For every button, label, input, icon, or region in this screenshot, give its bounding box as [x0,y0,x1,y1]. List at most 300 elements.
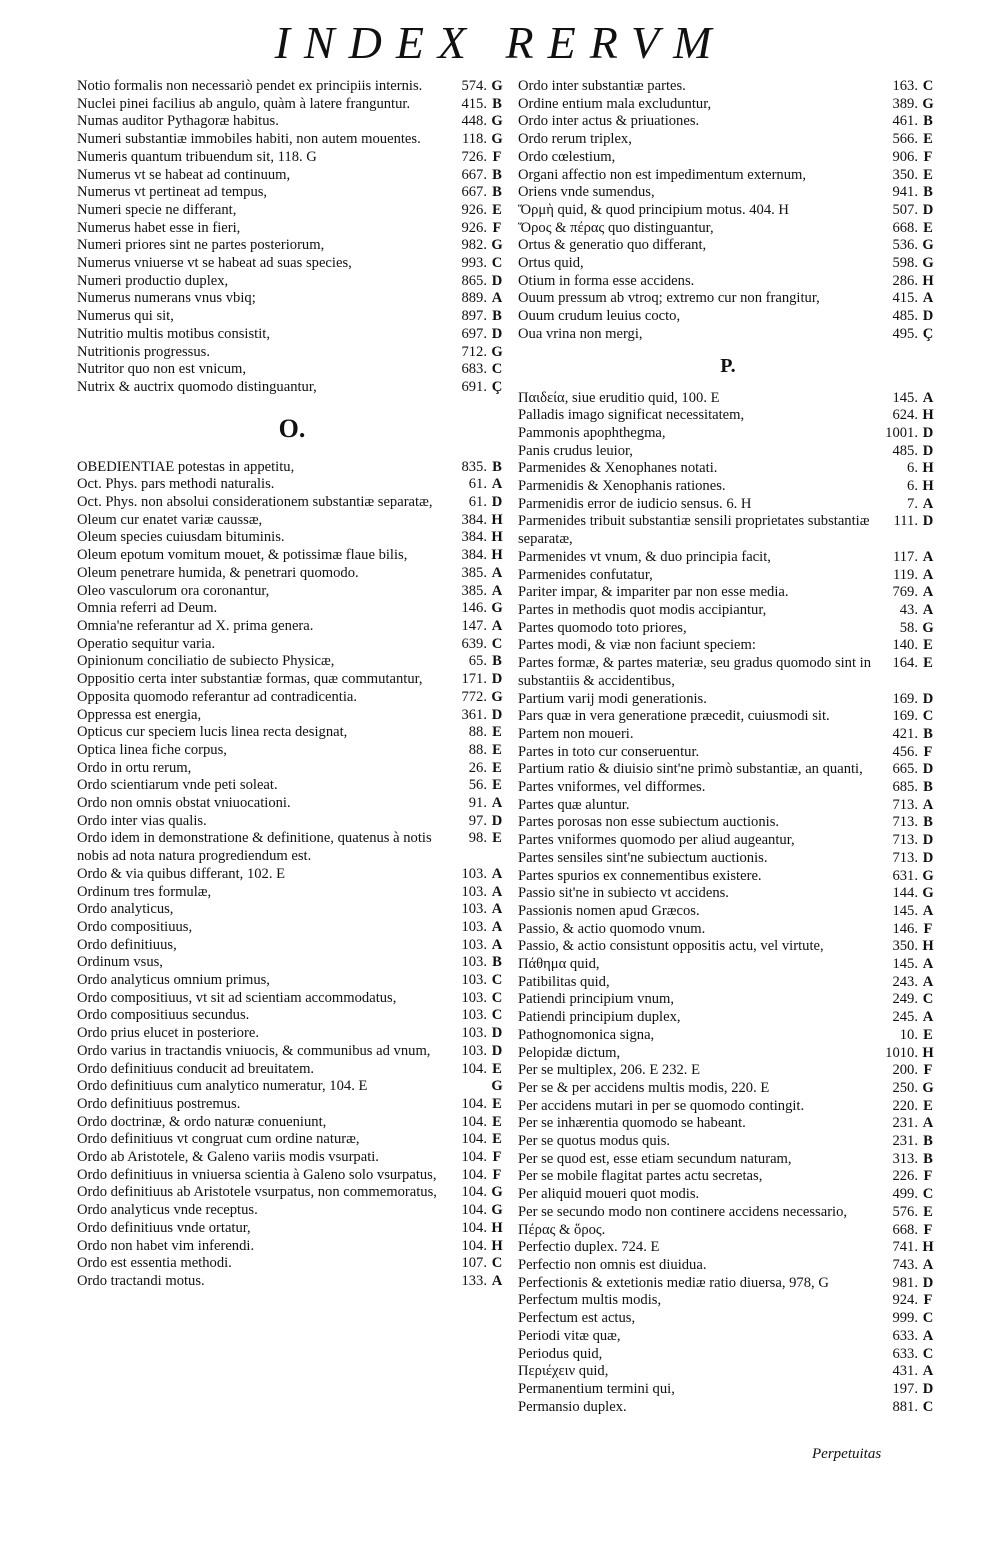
index-entry-text: Ordo varius in tractandis vniuocis, & communibus ad vnum, [77,1042,431,1059]
index-entry [518,220,938,238]
index-entry-section-letter: D [491,1042,503,1059]
index-entry-text: Per se & per accidens multis modis, 220. E [518,1079,770,1096]
index-entry [518,167,938,185]
index-entry-page: 104. [461,1237,487,1254]
index-entry [518,1168,938,1186]
index-entry [77,689,507,707]
index-entry-text: Partes formæ, & partes materiæ, seu gradus quomodo sint in substantiis & accidentibus, [518,655,872,689]
index-entry-page: 624. [892,407,918,424]
index-entry-text: Partes in methodis quot modis accipiantur, [518,601,767,618]
index-entry-page: 61. [468,494,487,511]
index-entry-text: Opinionum conciliatio de subiecto Physicæ, [77,653,335,670]
index-entry-page: 104. [461,1219,487,1236]
index-entry-text: Perfectum est actus, [518,1310,636,1327]
index-entry-text: Organi affectio non est impedimentum externum, [518,166,807,183]
index-entry-section-letter: F [492,148,502,165]
index-entry-text: Ordo inter vias qualis. [77,812,207,829]
index-entry-text: Periodus quid, [518,1345,603,1362]
index-entry [77,1273,507,1291]
index-entry [518,708,938,726]
index-entry-section-letter: E [492,777,502,794]
index-entry-text: Ordo analyticus, [77,901,174,918]
index-entry-text: Ὅρος & πέρας quo distinguantur, [518,219,714,236]
index-entry-page: 924. [892,1292,918,1309]
index-entry [518,956,938,974]
index-entry-page: 713. [892,849,918,866]
index-entry-page: 598. [892,255,918,272]
index-entry-section-letter: H [491,1219,503,1236]
index-entry-section-letter: C [922,1345,934,1362]
index-entry-page: 103. [461,954,487,971]
index-entry-page: 56. [468,777,487,794]
page-title: INDEX RERVM [274,17,726,68]
index-entry-section-letter: H [922,460,934,477]
index-entry-page: 485. [892,308,918,325]
index-entry-section-letter: B [492,184,502,201]
index-entry [77,1255,507,1273]
index-entry [77,972,507,990]
index-entry-text: Ordo definitiuus cum analytico numeratur, 104. E [77,1078,368,1095]
index-entry-text: Partes porosas non esse subiectum auctionis. [518,814,780,831]
index-entry [518,1257,938,1275]
index-entry-page: 145. [892,389,918,406]
index-entry-page: 118. [462,131,487,148]
index-entry [518,78,938,96]
index-entry-section-letter: E [923,219,933,236]
index-entry [518,1151,938,1169]
index-entry-section-letter: C [491,1255,503,1272]
index-entry-section-letter: A [491,795,503,812]
index-entry [77,326,507,344]
index-entry-page: 566. [892,131,918,148]
index-entry-page: 926. [461,201,487,218]
index-entry-section-letter: D [491,706,503,723]
index-entry-text: Ordo doctrinæ, & ordo naturæ conueniunt, [77,1113,327,1130]
index-entry [518,620,938,638]
index-entry-section-letter: G [922,237,934,254]
index-entry-section-letter: A [491,1273,503,1289]
index-entry [518,637,938,655]
index-entry [77,78,507,96]
index-entry [518,797,938,815]
index-entry-page: 507. [892,201,918,218]
index-entry-section-letter: F [923,1221,933,1238]
index-entry-page: 107. [461,1255,487,1272]
index-entry-section-letter: D [922,201,934,218]
index-entry-page: 145. [892,902,918,919]
index-entry-section-letter: A [922,548,934,565]
index-entry-section-letter: A [922,1115,934,1132]
index-entry-page: 61. [468,476,487,493]
index-entry-page: 6. [907,478,918,495]
index-entry-section-letter: G [922,255,934,272]
index-entry-text: Passio, & actio consistunt oppositis actu, vel virtute, [518,938,824,955]
index-entry [77,131,507,149]
index-entry-text: Numeri priores sint ne partes posteriorum, [77,237,325,254]
index-entry-section-letter: C [491,972,503,989]
index-entry-section-letter: A [922,290,934,307]
index-entry [518,1239,938,1257]
index-entry-section-letter: H [491,529,503,546]
index-entry [518,1115,938,1133]
index-entry-text: Pammonis apophthegma, [518,424,666,441]
index-entry-page: 835. [461,458,487,475]
index-entry-section-letter: E [492,1113,502,1130]
index-entry-page: 171. [461,671,487,688]
index-entry-section-letter: H [922,938,934,955]
index-entry [77,724,507,742]
index-entry-text: Periodi vitæ quæ, [518,1327,621,1344]
index-entry-text: Ordo tractandi motus. [77,1273,205,1289]
index-entry [518,868,938,886]
index-entry-text: Operatio sequitur varia. [77,635,216,652]
index-entry-text: Ordo definitiuus, [77,936,177,953]
index-entry [77,1078,507,1096]
index-entry-page: 384. [461,529,487,546]
index-entry-section-letter: C [922,78,934,94]
index-entry [77,1114,507,1132]
index-entry [518,691,938,709]
index-entry-section-letter: B [923,725,933,742]
index-entry [77,954,507,972]
index-entry [518,1363,938,1381]
index-entry-section-letter: E [492,759,502,776]
index-entry-section-letter: D [922,424,934,441]
index-entry-section-letter: G [491,131,503,148]
index-entry-text: Omnia referri ad Deum. [77,600,218,617]
index-entry-section-letter: G [922,95,934,112]
index-entry-page: 667. [461,184,487,201]
index-entry-section-letter: E [492,201,502,218]
index-entry-page: 250. [892,1079,918,1096]
index-entry [77,379,507,397]
index-entry-text: Partium varij modi generationis. [518,690,707,707]
index-entry-text: Ordo non habet vim inferendi. [77,1237,255,1254]
index-entry-page: 384. [461,511,487,528]
index-entry-section-letter: G [491,113,503,130]
index-entry-section-letter: F [492,1149,502,1166]
index-entry-section-letter: C [922,708,934,725]
index-entry-page: 485. [892,442,918,459]
index-entry-text: Partes vniformes, vel difformes. [518,779,706,796]
index-entry-section-letter: G [491,237,503,254]
index-entry-text: Per se quod est, esse etiam secundum naturam, [518,1150,792,1167]
index-entry [77,671,507,689]
index-entry [518,1080,938,1098]
index-entry-text: Nutritor quo non est vnicum, [77,361,247,378]
index-entry-section-letter: H [491,1237,503,1254]
index-entry-text: Palladis imago significat necessitatem, [518,407,745,424]
index-entry-text: Ordo prius elucet in posteriore. [77,1025,259,1042]
index-entry-section-letter: A [922,584,934,601]
index-entry-page: 926. [461,219,487,236]
index-entry-page: 1001. [885,424,918,441]
index-entry-text: Partes sensiles sint'ne subiectum auctionis. [518,849,768,866]
index-entry-text: Parmenides vt vnum, & duo principia facit, [518,548,771,565]
index-entry [518,113,938,131]
index-entry [518,1346,938,1364]
left-column [77,78,507,1291]
index-entry [518,567,938,585]
index-entry [518,850,938,868]
index-entry [77,636,507,654]
index-entry-page: 103. [461,865,487,882]
index-entry-page: 7. [907,495,918,512]
index-entry-section-letter: B [492,954,502,971]
index-entry-text: Oriens vnde sumendus, [518,184,655,201]
index-entry [518,1399,938,1417]
index-entry-text: Ordo non omnis obstat vniuocationi. [77,795,291,812]
index-entry-section-letter: A [491,918,503,935]
index-entry-section-letter: A [922,601,934,618]
index-entry-text: Ordo ab Aristotele, & Galeno variis modis vsurpati. [77,1149,379,1166]
index-entry-section-letter: H [922,478,934,495]
index-entry-page: 197. [892,1380,918,1397]
index-entry [518,273,938,291]
index-entry-text: Perfectionis & extetionis mediæ ratio diuersa, 978, G [518,1274,829,1291]
index-entry-page: 448. [461,113,487,130]
index-entry [77,167,507,185]
index-entry-section-letter: D [922,832,934,849]
index-entry-section-letter: Ç [491,378,503,395]
index-entry [77,184,507,202]
index-entry-section-letter: A [491,476,503,493]
index-entry-section-letter: H [922,272,934,289]
index-entry [77,707,507,725]
index-entry-text: Per se inhærentia quomodo se habeant. [518,1115,746,1132]
index-entry-page: 741. [892,1239,918,1256]
index-entry-text: Passio sit'ne in subiecto vt accidens. [518,885,729,902]
index-entry [518,1292,938,1310]
index-entry [77,1238,507,1256]
index-entry-section-letter: B [492,458,502,475]
index-entry [518,443,938,461]
index-entry [77,653,507,671]
catchword: Perpetuitas [812,1446,882,1462]
index-entry-text: Ordo definitiuus in vniuersa scientia à Galeno solo vsurpatus, [77,1166,437,1183]
index-entry-text: Partes vniformes quomodo per aliud augeantur, [518,832,795,849]
index-entry-text: Ordo inter actus & priuationes. [518,113,700,130]
index-entry [77,1043,507,1061]
index-entry [77,1167,507,1185]
index-entry-text: Parmenidis error de iudicio sensus. 6. H [518,495,752,512]
index-entry-page: 668. [892,219,918,236]
index-entry-section-letter: E [923,166,933,183]
index-entry-page: 88. [468,724,487,741]
index-entry-text: Πέρας & ὅρος. [518,1221,606,1238]
index-entry-section-letter: C [491,361,503,378]
index-entry [518,1310,938,1328]
index-entry-page: 98. [468,830,487,847]
index-entry-text: Numeri specie ne differant, [77,201,237,218]
index-entry-text: Patibilitas quid, [518,973,610,990]
index-entry-page: 889. [461,290,487,307]
index-entry [518,761,938,779]
index-entry-section-letter: E [492,1060,502,1077]
index-entry-text: Numas auditor Pythagoræ habitus. [77,113,279,130]
index-entry-text: Ordo definitiuus conducit ad breuitatem. [77,1060,315,1077]
index-entry-section-letter: E [923,1097,933,1114]
index-entry-text: Ordo definitiuus vt congruat cum ordine naturæ, [77,1131,360,1148]
left-entries-o [77,459,507,1291]
index-entry-text: Numeris quantum tribuendum sit, 118. G [77,148,317,165]
index-entry-section-letter: B [923,113,933,130]
index-entry-page: 226. [892,1168,918,1185]
index-entry-section-letter: D [922,513,934,530]
index-entry-page: 103. [461,936,487,953]
index-entry-page: 685. [892,779,918,796]
index-entry-section-letter: A [491,901,503,918]
index-entry-page: 104. [461,1131,487,1148]
index-entry [518,1204,938,1222]
index-entry-text: Numeri productio duplex, [77,272,229,289]
index-entry-page: 697. [461,325,487,342]
index-entry-text: Permanentium termini qui, [518,1380,675,1397]
index-entry-text: Partes in toto cur conseruentur. [518,743,700,760]
index-entry-page: 104. [461,1202,487,1219]
index-entry-page: 144. [892,885,918,902]
index-entry [77,795,507,813]
index-entry-page: 104. [461,1184,487,1201]
index-entry-page: 431. [892,1363,918,1380]
index-entry-page: 941. [892,184,918,201]
index-entry-section-letter: G [922,867,934,884]
index-entry-page: 146. [461,600,487,617]
index-entry-page: 313. [892,1150,918,1167]
index-entry-text: Ordine entium mala excluduntur, [518,95,712,112]
index-entry-section-letter: G [922,1079,934,1096]
index-entry [77,308,507,326]
index-entry-section-letter: A [922,566,934,583]
index-entry-text: Ouum crudum leuius cocto, [518,308,681,325]
index-entry-section-letter: A [922,956,934,973]
index-entry-page: 691. [461,378,487,395]
index-entry-page: 91. [468,795,487,812]
index-entry-page: 495. [892,325,918,342]
index-entry-text: Pathognomonica signa, [518,1026,655,1043]
index-entry-section-letter: B [492,95,502,112]
index-entry-text: Panis crudus leuior, [518,442,633,459]
index-entry-section-letter: D [491,812,503,829]
index-entry-page: 906. [892,148,918,165]
index-entry-page: 865. [461,272,487,289]
index-entry-page: 415. [892,290,918,307]
index-entry-section-letter: A [922,389,934,406]
index-entry [77,1149,507,1167]
index-entry-section-letter: B [492,166,502,183]
index-entry-text: Numerus habet esse in fieri, [77,219,241,236]
index-entry-page: 385. [461,564,487,581]
index-entry [77,1184,507,1202]
index-entry-section-letter: A [922,495,934,512]
index-entry [518,460,938,478]
index-entry-section-letter: A [922,902,934,919]
index-entry-page: 65. [468,653,487,670]
index-entry-page: 633. [892,1345,918,1362]
index-entry-text: Per se secundo modo non continere accidens necessario, [518,1203,848,1220]
index-entry-text: Ordo cœlestium, [518,148,616,165]
index-entry-text: Oleum penetrare humida, & penetrari quomodo. [77,564,359,581]
index-entry-page: 111. [893,513,918,530]
index-entry [77,547,507,565]
index-entry [518,1062,938,1080]
index-entry-text: Ordo compositiuus, vt sit ad scientiam accommodatus, [77,989,397,1006]
index-entry-page: 576. [892,1203,918,1220]
index-entry [77,937,507,955]
index-entry-page: 461. [892,113,918,130]
index-entry-text: Ordo est essentia methodi. [77,1255,232,1272]
index-entry [77,813,507,831]
index-entry-text: Πάθημα quid, [518,956,600,973]
index-entry [77,1220,507,1238]
index-entry [518,513,938,548]
index-entry-section-letter: F [492,1166,502,1183]
index-entry-page: 220. [892,1097,918,1114]
index-entry-text: Nuclei pinei facilius ab angulo, quàm à latere franguntur. [77,95,411,112]
index-entry-text: Ordo compositiuus secundus. [77,1007,250,1024]
index-entry-section-letter: B [923,1150,933,1167]
index-entry [518,237,938,255]
index-entry-section-letter: H [491,547,503,564]
index-entry-text: Pariter impar, & impariter par non esse media. [518,584,789,601]
index-entry-page: 415. [461,95,487,112]
index-entry-text: Partes quæ aluntur. [518,796,630,813]
index-entry-page: 119. [893,566,918,583]
index-entry-page: 58. [899,619,918,636]
index-entry [77,476,507,494]
index-entry-text: Ordo idem in demonstratione & definitione, quatenus à notis nobis ad nota natura progrediendum est. [77,830,432,865]
index-entry [518,96,938,114]
index-entry-page: 499. [892,1186,918,1203]
index-entry-page: 231. [892,1133,918,1150]
index-entry [518,326,938,344]
index-entry [77,273,507,291]
index-entry [518,407,938,425]
index-entry-page: 536. [892,237,918,254]
index-entry-section-letter: H [922,1044,934,1061]
index-entry [77,565,507,583]
index-entry [518,1045,938,1063]
index-entry-section-letter: G [491,1184,503,1201]
index-entry-text: Περιέχειν quid, [518,1363,609,1380]
index-entry-section-letter: D [491,1025,503,1042]
index-entry-text: Ordo & via quibus differant, 102. E [77,865,286,882]
index-entry-text: Nutritio multis motibus consistit, [77,325,270,342]
index-entry [77,600,507,618]
index-entry [518,779,938,797]
index-entry-section-letter: A [922,1257,934,1273]
index-entry [518,549,938,567]
index-entry [518,149,938,167]
index-entry [518,1098,938,1116]
index-entry-text: Partes modi, & viæ non faciunt speciem: [518,637,756,654]
index-entry-section-letter: F [923,1292,933,1309]
index-entry-text: Oct. Phys. non absolui considerationem substantiæ separatæ, [77,494,433,511]
index-entry [518,921,938,939]
index-entry-section-letter: C [922,1186,934,1203]
index-entry-section-letter: C [491,989,503,1006]
index-entry-section-letter: G [491,1202,503,1219]
index-entry-section-letter: E [923,1203,933,1220]
index-entry-section-letter: F [923,920,933,937]
index-entry-text: Ortus quid, [518,255,584,272]
index-entry [77,494,507,512]
index-entry [77,459,507,477]
index-entry-page: 713. [892,832,918,849]
index-entry [518,1027,938,1045]
index-entry [518,885,938,903]
index-entry-page: 103. [461,1042,487,1059]
